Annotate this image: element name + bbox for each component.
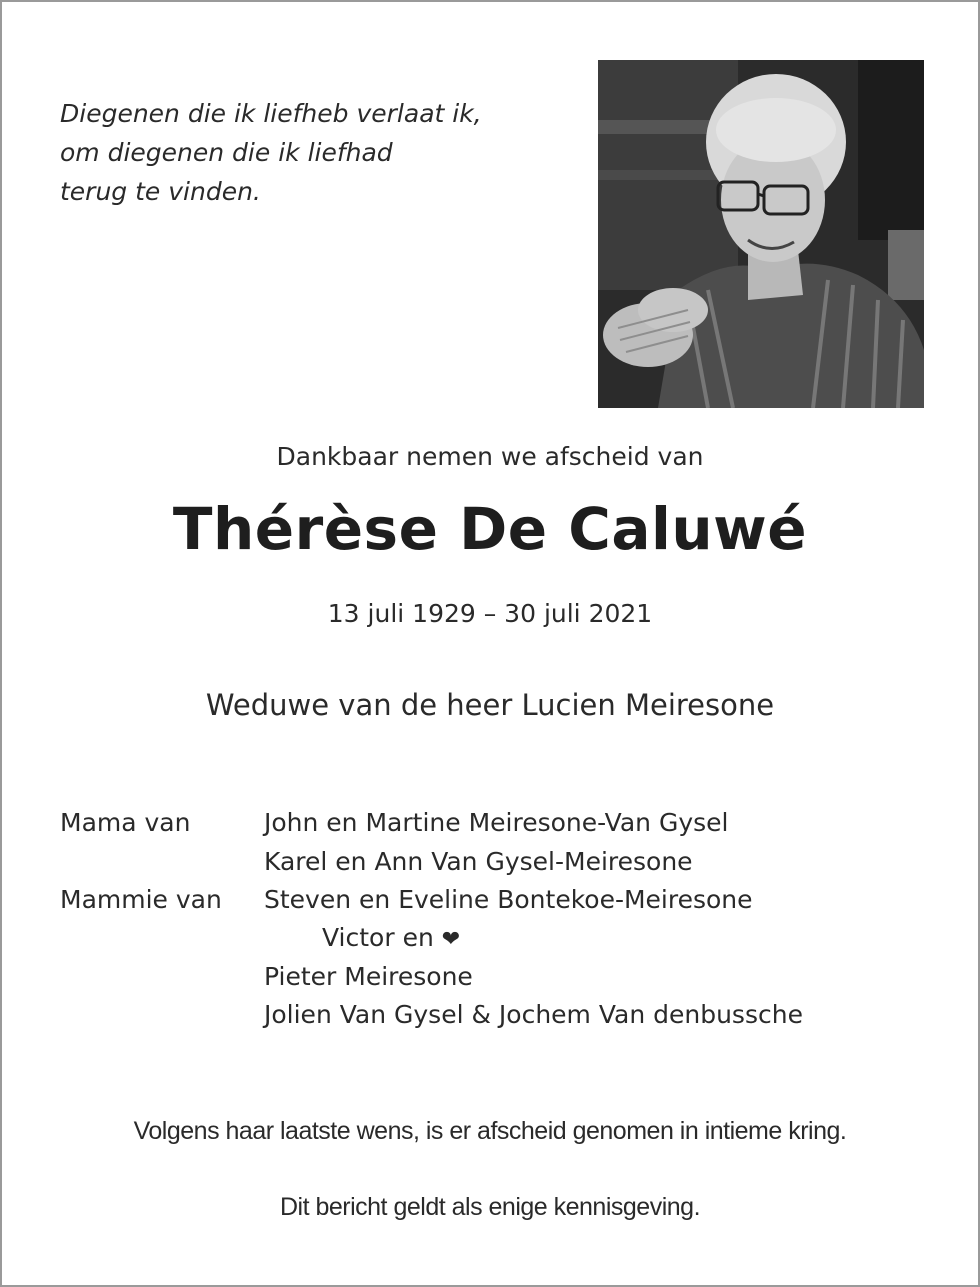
deceased-name: Thérèse De Caluwé — [172, 495, 808, 563]
family-line-4 — [322, 923, 460, 952]
quote-line-3: terug te vinden. — [60, 177, 261, 206]
life-dates: 13 juli 1929 – 30 juli 2021 — [327, 599, 653, 628]
family-line-3: Steven en Eveline Bontekoe-Meiresone — [264, 885, 753, 914]
quote-line-1: Diegenen die ik liefheb verlaat ik, — [60, 99, 482, 128]
widow-text: Weduwe van de heer Lucien Meiresone — [205, 688, 775, 722]
mama-label: Mama van — [60, 808, 191, 837]
family-line-6: Jolien Van Gysel & Jochem Van denbussche — [264, 1000, 803, 1029]
quote-line-2: om diegenen die ik liefhad — [60, 138, 393, 167]
portrait-photo — [598, 60, 924, 408]
mammie-label: Mammie van — [60, 885, 222, 914]
notice-text: Dit bericht geldt als enige kennisgeving. — [279, 1193, 701, 1221]
heart-icon: ❤ — [441, 927, 461, 952]
family-line-2: Karel en Ann Van Gysel-Meiresone — [264, 847, 693, 876]
last-wish-text: Volgens haar laatste wens, is er afscheid genomen in intieme kring. — [133, 1117, 847, 1145]
intro-text: Dankbaar nemen we afscheid van — [276, 442, 704, 471]
quote — [60, 94, 482, 211]
family-line-5: Pieter Meiresone — [264, 962, 473, 991]
family-line-1: John en Martine Meiresone-Van Gysel — [264, 808, 729, 837]
family-line-4-text: Victor en — [322, 923, 434, 952]
